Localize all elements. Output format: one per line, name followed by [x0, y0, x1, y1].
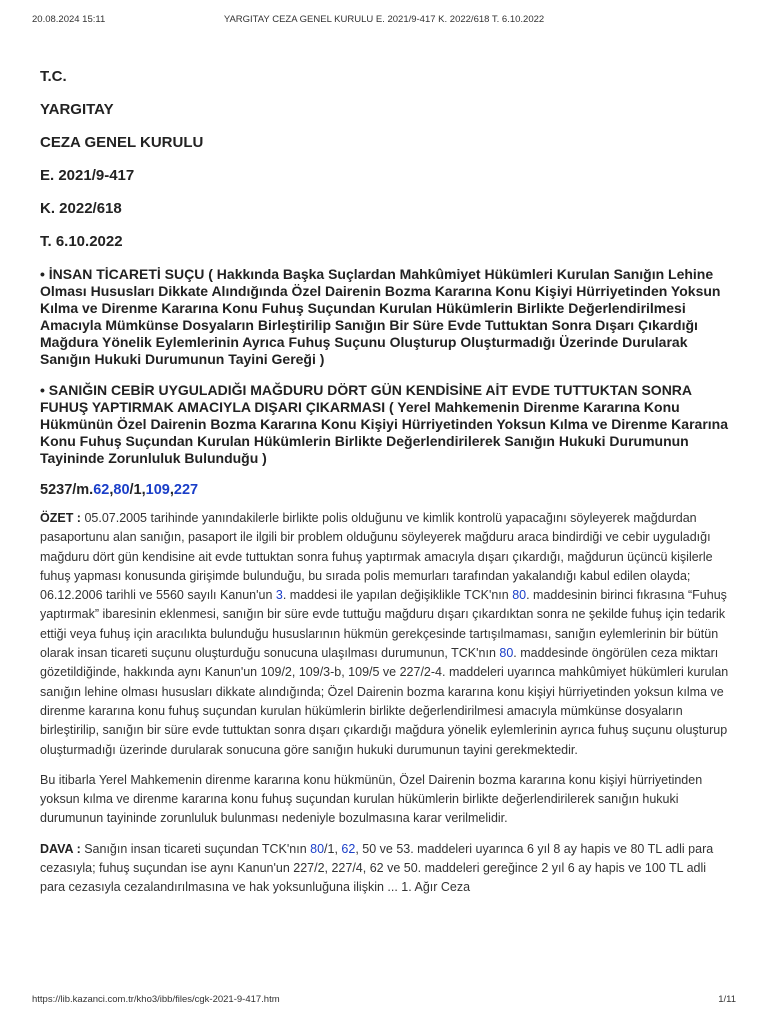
document-content — [40, 68, 730, 909]
header-esas: E. 2021/9-417 — [40, 167, 135, 184]
ozet-paragraph: ÖZET : 05.07.2005 tarihinde yanındakilerle birlikte polis olduğunu ve kimlik kontrolü yapacağını söyleyerek mağdurdan pasaportunu alan sanığın, pasaport ile ilgili bir problem olduğunu söyleyerek mağduru araca bindirdiği ve cebir uyguladığı mağduru dört gün kendisine ait evde tuttuktan sonra fuhuş yaptırmak amacıyla dışarı çıkardığı, mağdurun üçüncü kişilerle fuhuş yapması konusunda girişimde bulunduğu, bu sırada polis memurları tarafından yakalandığı kabul edilen olayda; 06.12.2006 tarihli ve 5560 sayılı Kanun'un 3. maddesi ile yapılan değişiklikle TCK'nın 80. maddesinin birinci fıkrasına “Fuhuş yaptırmak” ibaresinin eklenmesi, sanığın bir süre evde tuttuğu mağduru dışarı çıkardıktan sonra ne şekilde fuhuş için tedarik ettiği veya fuhuş için aracılıkta bulunduğu hususlarının hükmün gerekçesinde tartışılmaması, sanığın eylemlerinin bir bütün olarak insan ticareti suçunu oluşturduğu sonucuna ulaşılması durumunun, TCK'nın 80. maddesinde öngörülen ceza miktarı gözetildiğinde, hakkında aynı Kanun'un 109/2, 109/3-b, 109/5 ve 227/2-4. maddeleri uyarınca mahkûmiyet hükümleri kurulan sanığın lehine olması hususları dikkate alındığında; Özel Dairenin bozma kararına konu kişiyi hürriyetinden yoksun kılma ve direnme kararına konu fuhuş suçundan kurulan hükümlerin birlikte değerlendirilmesi amacıyla mümkünse dosyaların birleştirilip, sanığın bir süre evde tuttuktan sonra dışarı çıkardığı mağdura yönelik eylemlerinin ayrıca fuhuş suçunu oluşturup oluşturmadığı üzerinde durularak sonucuna göre sanığın hukuki durumunun tayini gerekmektedir. — [40, 511, 729, 757]
header-tc: T.C. — [40, 68, 67, 85]
law-prefix: 5237/m. — [40, 482, 94, 498]
dava-label: DAVA : — [40, 841, 81, 856]
law-link-109[interactable]: 109 — [145, 482, 170, 498]
conclusion-paragraph: Bu itibarla Yerel Mahkemenin direnme kararına konu hükmünün, Özel Dairenin bozma kararına konu kişiyi hürriyetinden yoksun kılma ve direnme kararına konu fuhuş suçundan kurulan hükümlerin birlikte değerlendirilerek sanığın hukuki durumunun tayininde zorunluluk bulunması nedeniyle bozulmasına karar verilmelidir. — [40, 772, 703, 826]
ozet-label: ÖZET : — [40, 511, 81, 525]
dava-link-80[interactable]: 80 — [310, 841, 325, 856]
header-chamber: CEZA GENEL KURULU — [40, 134, 204, 151]
summary-human-trafficking: • İNSAN TİCARETİ SUÇU ( Hakkında Başka Suçlardan Mahkûmiyet Hükümleri Kurulan Sanığın Lehine Olması Hususları Dikkate Alındığında Özel Dairenin Bozma Kararına Konu Kişiyi Hürriyetinden Yoksun Kılma ve Direnme Kararına Konu Fuhuş Suçundan Kurulan Hükümlerin Birlikte Değerlendirilmesi Amacıyla Mümkünse Dosyaların Birleştirilip Sanığın Bir Süre Evde Tuttuktan Sonra Dışarı Çıkardığı Mağdura Yönelik Eylemlerinin Ayrıca Fuhuş Suçunu Oluşturup Oluşturmadığı Üzerinde Durularak Sanığın Hukuki Durumunun Tayini Gereği ) — [40, 266, 721, 367]
law-reference — [40, 481, 730, 499]
source-url: https://lib.kazanci.com.tr/kho3/ibb/files/cgk-2021-9-417.htm — [32, 994, 280, 1005]
print-footer — [32, 994, 736, 1008]
page-number: 1/11 — [718, 994, 736, 1005]
law-link-62[interactable]: 62 — [93, 482, 110, 498]
print-datetime: 20.08.2024 15:11 — [32, 14, 106, 25]
law-mid: /1, — [129, 482, 146, 498]
ozet-link-3[interactable]: 3 — [275, 588, 283, 603]
law-link-227[interactable]: 227 — [173, 482, 199, 498]
summary-forced-detention: • SANIĞIN CEBİR UYGULADIĞI MAĞDURU DÖRT GÜN KENDİSİNE AİT EVDE TUTTUKTAN SONRA FUHUŞ YAPTIRMAK AMACIYLA DIŞARI ÇIKARMASI ( Yerel Mahkemenin Direnme Kararına Konu Hükmünün Özel Dairenin Bozma Kararına Konu Kişiyi Hürriyetinden Yoksun Kılma ve Direnme Kararına Konu Fuhuş Suçundan Kurulan Hükümlerin Birlikte Değerlendirilerek Sanığın Hukuki Durumunun Tayininde Zorunluluk Bulunduğu ) — [40, 382, 728, 466]
print-header — [32, 14, 736, 28]
law-sep: , — [169, 482, 174, 498]
header-court: YARGITAY — [40, 101, 114, 118]
header-karar: K. 2022/618 — [40, 200, 122, 217]
ozet-link-80[interactable]: 80 — [512, 588, 527, 603]
print-doc-title: YARGITAY CEZA GENEL KURULU E. 2021/9-417 K. 2022/618 T. 6.10.2022 — [223, 14, 545, 25]
ozet-link-80-second[interactable]: 80 — [499, 646, 514, 661]
law-link-80[interactable]: 80 — [113, 482, 130, 498]
dava-link-62[interactable]: 62 — [341, 841, 356, 856]
law-sep: , — [109, 482, 114, 498]
header-date: T. 6.10.2022 — [40, 233, 123, 250]
dava-paragraph: DAVA : Sanığın insan ticareti suçundan TCK'nın 80/1, 62, 50 ve 53. maddeleri uyarınca 6 yıl 8 ay hapis ve 80 TL adli para cezasıyla; fuhuş suçundan ise aynı Kanun'un 227/2, 227/4, 62 ve 50. maddeleri gereğince 2 yıl 6 ay hapis ve 100 TL adli para cezasıyla cezalandırılmasına ve hak yoksunluğuna ilişkin ... 1. Ağır Ceza — [40, 841, 714, 895]
